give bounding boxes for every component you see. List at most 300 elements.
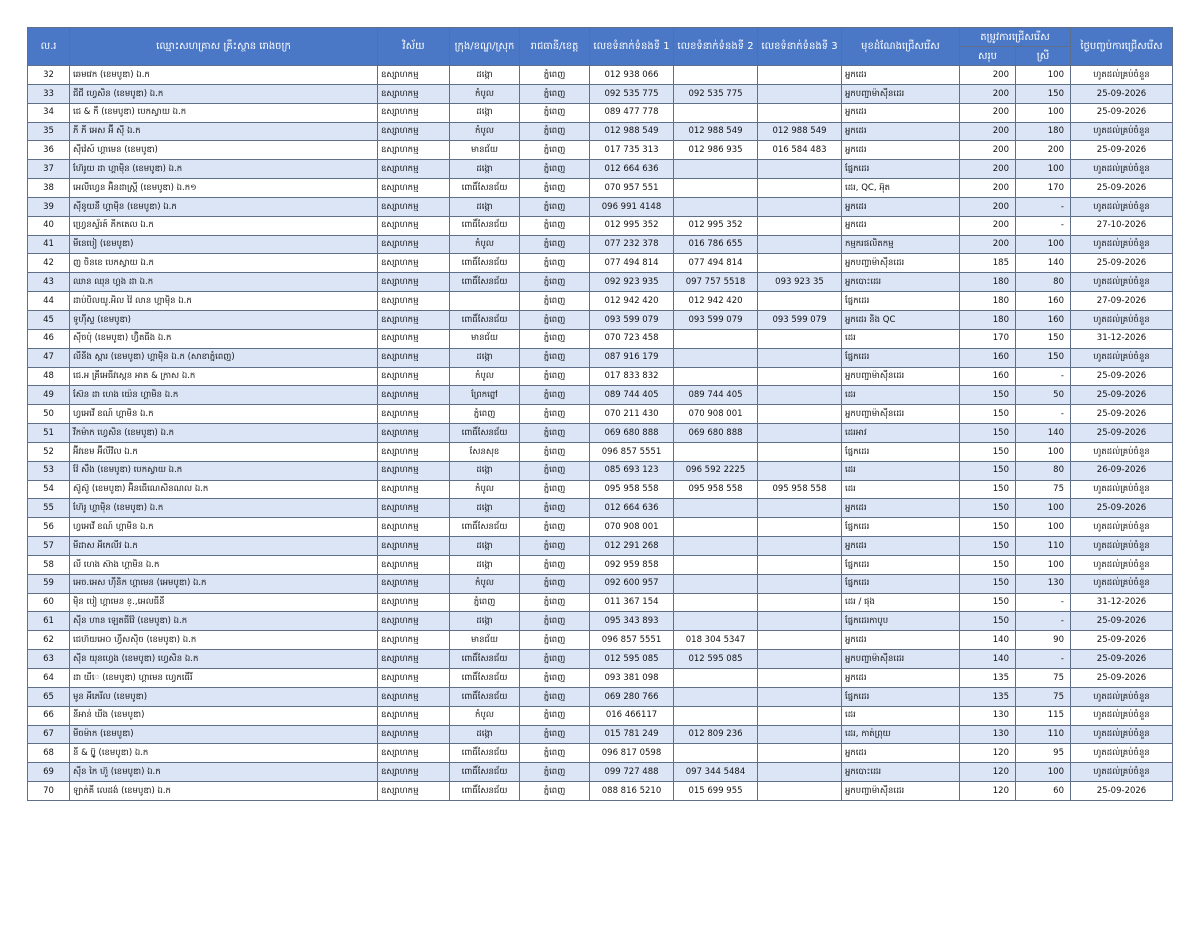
- cell-phone3: [758, 197, 842, 216]
- cell-sector: ឧស្សាហកម្ម: [378, 273, 450, 292]
- cell-name: អេច.អេស ហ៊ីនិក ហ្គាមេន (អេមបូឌា) ឯ.ក: [70, 574, 378, 593]
- cell-district: ពោធិ៍សែនជ័យ: [450, 254, 520, 273]
- cell-name: ជេហ៊យអេ០ ហ្វីសស៊ិច (ខេមបូឌា) ឯ.ក: [70, 631, 378, 650]
- cell-name: ឡាក់គី លេដង់ (ខេមបូឌា) ឯ.ក: [70, 782, 378, 801]
- cell-name: មីដាស អីកេលីវ ឯ.ក: [70, 537, 378, 556]
- table-row: [28, 725, 1173, 744]
- cell-no: 70: [28, 782, 70, 801]
- cell-position: ផ្នែកដេរ: [842, 160, 960, 179]
- table-row: [28, 461, 1173, 480]
- cell-name: ហ្វអេវើ ខណ៍ ហ្គាមិន ឯ.ក: [70, 518, 378, 537]
- cell-total: 180: [960, 310, 1016, 329]
- cell-phone2: 089 744 405: [674, 386, 758, 405]
- cell-no: 58: [28, 555, 70, 574]
- cell-sector: ឧស្សាហកម្ម: [378, 669, 450, 688]
- cell-position: អ្នកបោះដេរ: [842, 273, 960, 292]
- cell-district: ពោធិ៍សែនជ័យ: [450, 424, 520, 443]
- cell-phone2: [674, 744, 758, 763]
- cell-name: អេលីហ្វេន អ៊ិនដាស្ត្រី (ខេមបូឌា) ឯ.ក១: [70, 179, 378, 198]
- cell-phone3: [758, 292, 842, 311]
- cell-province: ភ្នំពេញ: [520, 442, 590, 461]
- cell-total: 200: [960, 197, 1016, 216]
- table-row: [28, 650, 1173, 669]
- cell-total: 130: [960, 725, 1016, 744]
- cell-district: ដង្កោ: [450, 348, 520, 367]
- cell-phone3: [758, 744, 842, 763]
- cell-sector: ឧស្សាហកម្ម: [378, 329, 450, 348]
- header-phone3: លេខទំនាក់ទំនងទី 3: [758, 28, 842, 66]
- cell-phone1: 093 599 079: [590, 310, 674, 329]
- cell-district: ភ្នំពេញ: [450, 593, 520, 612]
- cell-deadline: 31-12-2026: [1071, 329, 1173, 348]
- cell-female: -: [1016, 405, 1071, 424]
- header-phone2: លេខទំនាក់ទំនងទី 2: [674, 28, 758, 66]
- cell-province: ភ្នំពេញ: [520, 499, 590, 518]
- cell-phone2: [674, 442, 758, 461]
- cell-district: មានជ័យ: [450, 631, 520, 650]
- cell-deadline: 25-09-2026: [1071, 179, 1173, 198]
- cell-district: ពោធិ៍សែនជ័យ: [450, 273, 520, 292]
- cell-deadline: ហូតដល់គ្រប់ចំនួន: [1071, 744, 1173, 763]
- cell-name: ទូហ៊ីស្ទ (ខេមបូឌា): [70, 310, 378, 329]
- cell-position: ផ្នែកដេរ: [842, 574, 960, 593]
- cell-female: 150: [1016, 329, 1071, 348]
- cell-deadline: 31-12-2026: [1071, 593, 1173, 612]
- cell-no: 41: [28, 235, 70, 254]
- cell-phone3: [758, 518, 842, 537]
- cell-phone3: [758, 216, 842, 235]
- table-row: [28, 555, 1173, 574]
- cell-sector: ឧស្សាហកម្ម: [378, 292, 450, 311]
- table-row: [28, 310, 1173, 329]
- cell-district: ព្រែកព្នៅ: [450, 386, 520, 405]
- cell-district: ពោធិ៍សែនជ័យ: [450, 744, 520, 763]
- cell-deadline: ហូតដល់គ្រប់ចំនួន: [1071, 442, 1173, 461]
- cell-province: ភ្នំពេញ: [520, 329, 590, 348]
- cell-position: អ្នកបញ្ជាម៉ាស៊ីនដេរ: [842, 650, 960, 669]
- cell-position: ផ្នែកដេរ: [842, 687, 960, 706]
- header-female: ស្រី: [1016, 47, 1071, 66]
- cell-no: 47: [28, 348, 70, 367]
- cell-province: ភ្នំពេញ: [520, 763, 590, 782]
- table-row: [28, 763, 1173, 782]
- cell-name: ដា យីេ (ខេមបូឌា) ហ្គាមេន ហ្វេកធើរី: [70, 669, 378, 688]
- cell-province: ភ្នំពេញ: [520, 424, 590, 443]
- table-row: [28, 405, 1173, 424]
- cell-name: ហ្វ្រេនស្ទ័រត៍ ភីកតេល ឯ.ក: [70, 216, 378, 235]
- header-phone1: លេខទំនាក់ទំនងទី 1: [590, 28, 674, 66]
- cell-phone1: 099 727 488: [590, 763, 674, 782]
- cell-province: ភ្នំពេញ: [520, 84, 590, 103]
- cell-phone1: 069 680 888: [590, 424, 674, 443]
- cell-deadline: 25-09-2026: [1071, 405, 1173, 424]
- cell-phone2: [674, 593, 758, 612]
- cell-phone2: 015 699 955: [674, 782, 758, 801]
- table-row: [28, 160, 1173, 179]
- header-district: ក្រុង/ខណ្ឌ/ស្រុក: [450, 28, 520, 66]
- table-row: [28, 386, 1173, 405]
- table-row: [28, 612, 1173, 631]
- cell-province: ភ្នំពេញ: [520, 160, 590, 179]
- cell-position: ដេរ, កាត់ព្រុយ: [842, 725, 960, 744]
- cell-deadline: ហូតដល់គ្រប់ចំនួន: [1071, 348, 1173, 367]
- cell-phone3: [758, 593, 842, 612]
- cell-female: 110: [1016, 725, 1071, 744]
- cell-female: 100: [1016, 763, 1071, 782]
- cell-name: ជេ.អ គ្រីអេធីវស្កេន អាត & ក្រាស ឯ.ក: [70, 367, 378, 386]
- cell-total: 135: [960, 669, 1016, 688]
- cell-district: កំបូល: [450, 706, 520, 725]
- cell-no: 52: [28, 442, 70, 461]
- cell-deadline: 25-09-2026: [1071, 84, 1173, 103]
- cell-female: 200: [1016, 141, 1071, 160]
- cell-total: 180: [960, 292, 1016, 311]
- cell-position: អ្នកដេរ: [842, 197, 960, 216]
- cell-phone3: [758, 650, 842, 669]
- cell-name: ស៊ីន ហាន ឡេតធីវ៉ែ (ខេមបូឌា) ឯ.ក: [70, 612, 378, 631]
- cell-no: 65: [28, 687, 70, 706]
- cell-deadline: 27-10-2026: [1071, 216, 1173, 235]
- table-row: [28, 292, 1173, 311]
- cell-phone1: 095 958 558: [590, 480, 674, 499]
- cell-phone3: [758, 84, 842, 103]
- cell-name: មូន អីភេរីល (ខេមបូឌា): [70, 687, 378, 706]
- cell-sector: ឧស្សាហកម្ម: [378, 179, 450, 198]
- cell-no: 46: [28, 329, 70, 348]
- cell-female: 100: [1016, 103, 1071, 122]
- cell-deadline: 25-09-2026: [1071, 254, 1173, 273]
- table-row: [28, 424, 1173, 443]
- cell-position: ផ្នែកដេរ: [842, 555, 960, 574]
- cell-total: 160: [960, 348, 1016, 367]
- cell-phone1: 070 957 551: [590, 179, 674, 198]
- cell-province: ភ្នំពេញ: [520, 744, 590, 763]
- cell-sector: ឧស្សាហកម្ម: [378, 499, 450, 518]
- cell-deadline: ហូតដល់គ្រប់ចំនួន: [1071, 66, 1173, 85]
- cell-district: កំបូល: [450, 574, 520, 593]
- cell-phone1: 017 735 313: [590, 141, 674, 160]
- cell-female: 80: [1016, 461, 1071, 480]
- cell-phone2: 018 304 5347: [674, 631, 758, 650]
- cell-name: ញ ចិនខេ បេកស្វាយ ឯ.ក: [70, 254, 378, 273]
- cell-total: 140: [960, 650, 1016, 669]
- cell-position: ដេរ: [842, 706, 960, 725]
- table-body: [28, 66, 1173, 801]
- cell-phone3: [758, 103, 842, 122]
- cell-name: ស៊ីចប៉ុ (ខេមបូឌា) ហ្វ៊ិតធីង ឯ.ក: [70, 329, 378, 348]
- cell-phone2: [674, 179, 758, 198]
- cell-deadline: ហូតដល់គ្រប់ចំនួន: [1071, 122, 1173, 141]
- table-row: [28, 367, 1173, 386]
- cell-deadline: ហូតដល់គ្រប់ចំនួន: [1071, 480, 1173, 499]
- cell-no: 36: [28, 141, 70, 160]
- cell-total: 135: [960, 687, 1016, 706]
- cell-female: 100: [1016, 518, 1071, 537]
- cell-phone1: 012 291 268: [590, 537, 674, 556]
- cell-deadline: 25-09-2026: [1071, 782, 1173, 801]
- cell-province: ភ្នំពេញ: [520, 537, 590, 556]
- cell-female: 160: [1016, 310, 1071, 329]
- cell-total: 150: [960, 537, 1016, 556]
- cell-position: ដេរ / ផុង: [842, 593, 960, 612]
- cell-district: ពោធិ៍សែនជ័យ: [450, 763, 520, 782]
- cell-no: 35: [28, 122, 70, 141]
- cell-total: 200: [960, 66, 1016, 85]
- cell-phone2: 012 942 420: [674, 292, 758, 311]
- cell-position: អ្នកដេរ: [842, 631, 960, 650]
- cell-sector: ឧស្សាហកម្ម: [378, 141, 450, 160]
- cell-position: អ្នកដេរ និង QC: [842, 310, 960, 329]
- cell-district: ដង្កោ: [450, 461, 520, 480]
- cell-total: 160: [960, 367, 1016, 386]
- cell-phone2: [674, 329, 758, 348]
- cell-female: 75: [1016, 687, 1071, 706]
- cell-position: អ្នកបោះដេរ: [842, 763, 960, 782]
- cell-sector: ឧស្សាហកម្ម: [378, 744, 450, 763]
- cell-phone3: [758, 461, 842, 480]
- cell-phone2: [674, 537, 758, 556]
- cell-phone1: 017 833 832: [590, 367, 674, 386]
- cell-province: ភ្នំពេញ: [520, 310, 590, 329]
- cell-phone1: 012 938 066: [590, 66, 674, 85]
- cell-deadline: 25-09-2026: [1071, 612, 1173, 631]
- table-row: [28, 442, 1173, 461]
- cell-sector: ឧស្សាហកម្ម: [378, 612, 450, 631]
- cell-total: 150: [960, 424, 1016, 443]
- cell-phone3: 093 923 35: [758, 273, 842, 292]
- cell-phone3: [758, 555, 842, 574]
- cell-no: 67: [28, 725, 70, 744]
- cell-deadline: ហូតដល់គ្រប់ចំនួន: [1071, 574, 1173, 593]
- cell-position: ផ្នែកដេរ: [842, 292, 960, 311]
- cell-no: 56: [28, 518, 70, 537]
- cell-district: ភ្នំពេញ: [450, 405, 520, 424]
- cell-total: 200: [960, 122, 1016, 141]
- cell-sector: ឧស្សាហកម្ម: [378, 367, 450, 386]
- table-row: [28, 84, 1173, 103]
- cell-phone1: 088 816 5210: [590, 782, 674, 801]
- cell-phone1: 012 664 636: [590, 160, 674, 179]
- header-no: ល.រ: [28, 28, 70, 66]
- cell-phone2: [674, 66, 758, 85]
- cell-phone2: 012 595 085: [674, 650, 758, 669]
- cell-female: 75: [1016, 480, 1071, 499]
- cell-phone2: [674, 160, 758, 179]
- cell-name: អ៊ីវខេម អ៊ីលីវិល ឯ.ក: [70, 442, 378, 461]
- cell-phone1: 012 995 352: [590, 216, 674, 235]
- cell-phone2: 012 988 549: [674, 122, 758, 141]
- cell-sector: ឧស្សាហកម្ម: [378, 197, 450, 216]
- cell-phone1: 012 664 636: [590, 499, 674, 518]
- cell-province: ភ្នំពេញ: [520, 179, 590, 198]
- cell-deadline: ហូតដល់គ្រប់ចំនួន: [1071, 310, 1173, 329]
- table-row: [28, 273, 1173, 292]
- cell-district: ដង្កោ: [450, 612, 520, 631]
- cell-position: ផ្នែកដេរកាបូប: [842, 612, 960, 631]
- cell-position: អ្នកបញ្ជាម៉ាស៊ីនដេរ: [842, 367, 960, 386]
- cell-total: 200: [960, 235, 1016, 254]
- cell-name: នីអាន់ ឃីង (ខេមបូឌា): [70, 706, 378, 725]
- cell-sector: ឧស្សាហកម្ម: [378, 216, 450, 235]
- table-row: [28, 706, 1173, 725]
- cell-phone3: [758, 254, 842, 273]
- cell-phone3: [758, 612, 842, 631]
- cell-name: ឆេមវេក (ខេមបូឌា) ឯ.ក: [70, 66, 378, 85]
- cell-province: ភ្នំពេញ: [520, 273, 590, 292]
- cell-district: ពោធិ៍សែនជ័យ: [450, 782, 520, 801]
- cell-phone3: [758, 706, 842, 725]
- cell-deadline: 25-09-2026: [1071, 103, 1173, 122]
- cell-no: 48: [28, 367, 70, 386]
- cell-phone2: [674, 103, 758, 122]
- cell-district: កំបូល: [450, 367, 520, 386]
- table-row: [28, 593, 1173, 612]
- cell-phone2: [674, 197, 758, 216]
- cell-total: 130: [960, 706, 1016, 725]
- cell-total: 140: [960, 631, 1016, 650]
- header-sector: វិស័យ: [378, 28, 450, 66]
- table-row: [28, 574, 1173, 593]
- cell-name: មីនេបៀ (ខេមបូឌា): [70, 235, 378, 254]
- cell-phone2: [674, 706, 758, 725]
- cell-position: ផ្នែកដេរ: [842, 348, 960, 367]
- cell-deadline: 25-09-2026: [1071, 650, 1173, 669]
- cell-deadline: ហូតដល់គ្រប់ចំនួន: [1071, 687, 1173, 706]
- cell-female: 110: [1016, 537, 1071, 556]
- cell-phone3: [758, 687, 842, 706]
- cell-name: ហ៊ែរូយ ដា ហ្គាម៉ិន (ខេមបូឌា) ឯ.ក: [70, 160, 378, 179]
- cell-position: ដេរ: [842, 386, 960, 405]
- cell-district: ពោធិ៍សែនជ័យ: [450, 687, 520, 706]
- cell-district: ដង្កោ: [450, 499, 520, 518]
- cell-phone3: [758, 424, 842, 443]
- cell-sector: ឧស្សាហកម្ម: [378, 593, 450, 612]
- cell-phone2: 012 995 352: [674, 216, 758, 235]
- cell-phone3: [758, 329, 842, 348]
- cell-phone2: 097 344 5484: [674, 763, 758, 782]
- cell-name: ស៊ីវ៉េស៍ ហ្គាមេន (ខេមបូឌា): [70, 141, 378, 160]
- cell-total: 150: [960, 555, 1016, 574]
- cell-phone1: 093 381 098: [590, 669, 674, 688]
- cell-total: 150: [960, 480, 1016, 499]
- cell-phone2: [674, 612, 758, 631]
- cell-no: 60: [28, 593, 70, 612]
- cell-phone3: [758, 160, 842, 179]
- cell-province: ភ្នំពេញ: [520, 254, 590, 273]
- cell-name: ស៊ីន យុនហ្វេង (ខេមបូឌា) ហ្វេសិន ឯ.ក: [70, 650, 378, 669]
- cell-position: អ្នកដេរ: [842, 66, 960, 85]
- cell-phone1: 070 908 001: [590, 518, 674, 537]
- cell-district: កំបូល: [450, 122, 520, 141]
- cell-province: ភ្នំពេញ: [520, 518, 590, 537]
- cell-deadline: ហូតដល់គ្រប់ចំនួន: [1071, 555, 1173, 574]
- cell-deadline: 25-09-2026: [1071, 424, 1173, 443]
- table-row: [28, 66, 1173, 85]
- cell-phone1: 095 343 893: [590, 612, 674, 631]
- cell-total: 185: [960, 254, 1016, 273]
- cell-female: 100: [1016, 555, 1071, 574]
- cell-name: ហ្វអេវើ ខណ៍ ហ្គាមិន ឯ.ក: [70, 405, 378, 424]
- cell-phone3: [758, 179, 842, 198]
- cell-no: 53: [28, 461, 70, 480]
- cell-female: 115: [1016, 706, 1071, 725]
- cell-deadline: ហូតដល់គ្រប់ចំនួន: [1071, 763, 1173, 782]
- cell-province: ភ្នំពេញ: [520, 706, 590, 725]
- cell-female: -: [1016, 197, 1071, 216]
- cell-no: 32: [28, 66, 70, 85]
- cell-phone1: 077 232 378: [590, 235, 674, 254]
- cell-province: ភ្នំពេញ: [520, 292, 590, 311]
- cell-province: ភ្នំពេញ: [520, 216, 590, 235]
- cell-position: កម្មករផលិតកម្ម: [842, 235, 960, 254]
- cell-phone3: [758, 66, 842, 85]
- cell-total: 180: [960, 273, 1016, 292]
- cell-phone2: 012 986 935: [674, 141, 758, 160]
- cell-sector: ឧស្សាហកម្ម: [378, 254, 450, 273]
- table-row: [28, 329, 1173, 348]
- cell-district: ដង្កោ: [450, 725, 520, 744]
- cell-province: ភ្នំពេញ: [520, 103, 590, 122]
- cell-district: កំបូល: [450, 84, 520, 103]
- cell-phone2: 069 680 888: [674, 424, 758, 443]
- cell-phone3: [758, 537, 842, 556]
- cell-sector: ឧស្សាហកម្ម: [378, 706, 450, 725]
- header-position: មុខដំណែងជ្រើសរើស: [842, 28, 960, 66]
- cell-female: 50: [1016, 386, 1071, 405]
- cell-phone1: 085 693 123: [590, 461, 674, 480]
- table-row: [28, 631, 1173, 650]
- cell-position: អ្នកដេរ: [842, 499, 960, 518]
- table-row: [28, 103, 1173, 122]
- cell-name: ហ៊ែរូ ហ្គាម៉ិន (ខេមបូឌា) ឯ.ក: [70, 499, 378, 518]
- cell-district: ដង្កោ: [450, 66, 520, 85]
- table-row: [28, 537, 1173, 556]
- cell-sector: ឧស្សាហកម្ម: [378, 725, 450, 744]
- cell-phone3: 012 988 549: [758, 122, 842, 141]
- cell-sector: ឧស្សាហកម្ម: [378, 310, 450, 329]
- cell-district: ពោធិ៍សែនជ័យ: [450, 179, 520, 198]
- cell-name: ស៊ែន ដា ហេង យ៉េន ហ្គាមិន ឯ.ក: [70, 386, 378, 405]
- cell-no: 66: [28, 706, 70, 725]
- cell-deadline: ហូតដល់គ្រប់ចំនួន: [1071, 160, 1173, 179]
- table-row: [28, 687, 1173, 706]
- cell-total: 150: [960, 386, 1016, 405]
- cell-phone3: [758, 405, 842, 424]
- cell-name: មីចម៉ាក (ខេមបូឌា): [70, 725, 378, 744]
- cell-province: ភ្នំពេញ: [520, 367, 590, 386]
- cell-province: ភ្នំពេញ: [520, 197, 590, 216]
- cell-sector: ឧស្សាហកម្ម: [378, 461, 450, 480]
- header-deadline: ថ្ងៃបញ្ចប់ការជ្រើសរើស: [1071, 28, 1173, 66]
- cell-phone3: [758, 442, 842, 461]
- cell-province: ភ្នំពេញ: [520, 386, 590, 405]
- cell-phone2: 097 757 5518: [674, 273, 758, 292]
- cell-position: អ្នកដេរ: [842, 216, 960, 235]
- cell-no: 51: [28, 424, 70, 443]
- cell-no: 34: [28, 103, 70, 122]
- cell-female: -: [1016, 593, 1071, 612]
- cell-name: ម៉ិន បៀ ហ្គាមេន ខ្.,អេលធីនី: [70, 593, 378, 612]
- cell-phone3: [758, 574, 842, 593]
- cell-sector: ឧស្សាហកម្ម: [378, 386, 450, 405]
- cell-name: វ៉ែ សឹង (ខេមបូឌា) បេកស្វាយ ឯ.ក: [70, 461, 378, 480]
- cell-position: ដេរ: [842, 480, 960, 499]
- cell-province: ភ្នំពេញ: [520, 725, 590, 744]
- cell-female: 80: [1016, 273, 1071, 292]
- cell-female: 140: [1016, 424, 1071, 443]
- cell-phone1: 077 494 814: [590, 254, 674, 273]
- cell-phone1: 092 923 935: [590, 273, 674, 292]
